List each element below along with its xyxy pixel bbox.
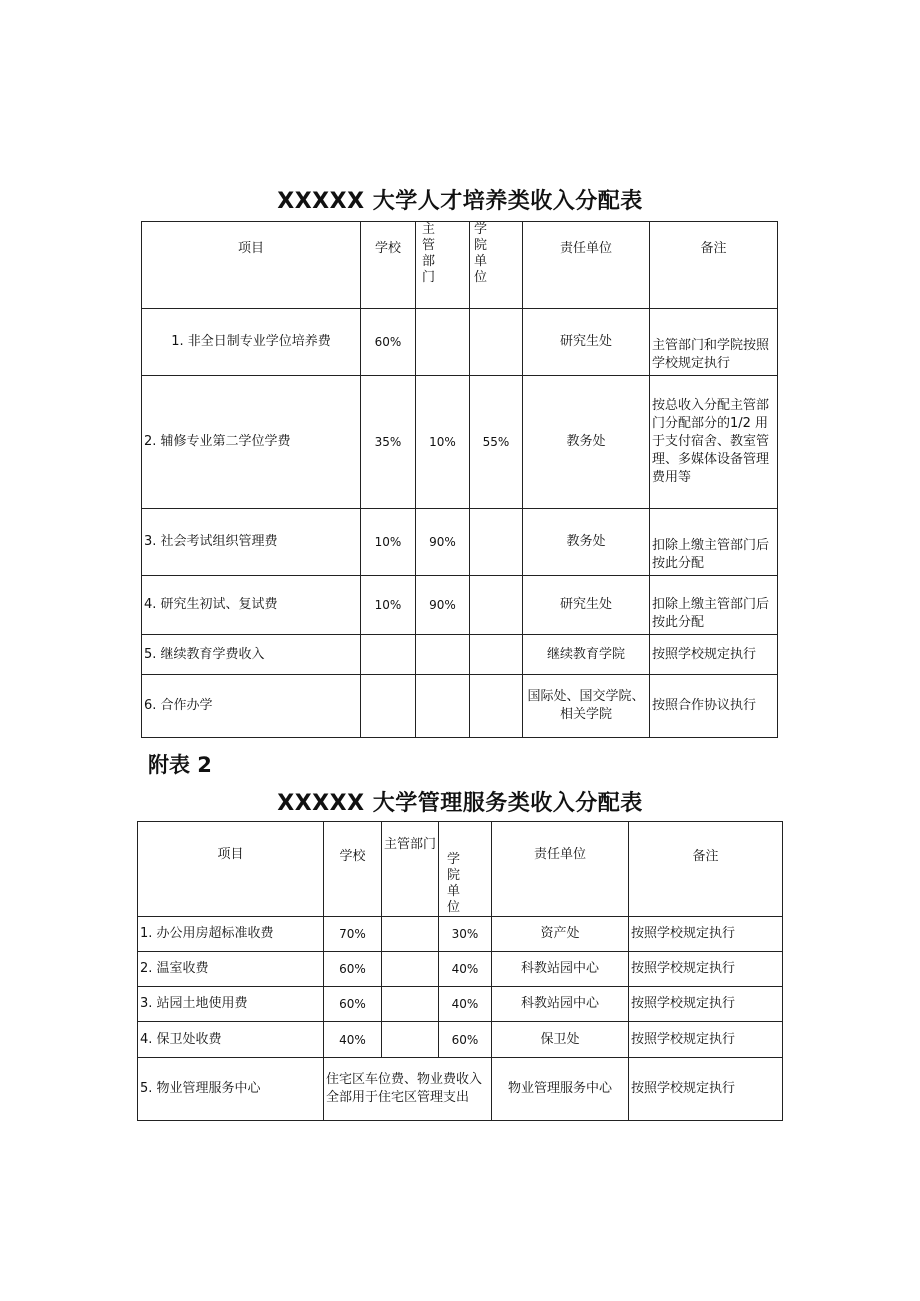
row-item: 3. 站园土地使用费 [138,987,324,1022]
row-school: 35% [361,376,416,509]
table-row [142,376,778,509]
row-note: 按照合作协议执行 [650,675,778,738]
table-row [142,675,778,738]
row-college: 30% [439,917,492,952]
row-college: 40% [439,952,492,987]
header-school: 学校 [324,822,382,917]
row-unit: 国际处、国交学院、相关学院 [523,675,650,738]
row-item: 4. 研究生初试、复试费 [142,576,361,635]
row-unit: 物业管理服务中心 [492,1058,629,1121]
row-unit: 教务处 [523,509,650,576]
row-unit: 资产处 [492,917,629,952]
table-row [142,309,778,376]
row-unit: 保卫处 [492,1022,629,1058]
row-dept [382,917,439,952]
row-dept [382,952,439,987]
row-college [470,509,523,576]
row-school [361,635,416,675]
row-dept [382,987,439,1022]
table2-title: XXXXX 大学管理服务类收入分配表 [277,791,643,816]
table-row [138,1022,783,1058]
row-note: 按照学校规定执行 [629,987,783,1022]
table-header-row [142,222,778,309]
row-item: 1. 非全日制专业学位培养费 [142,309,361,376]
table-row [138,917,783,952]
talent-income-table [141,221,778,738]
row-item: 1. 办公用房超标准收费 [138,917,324,952]
header-item: 项目 [138,822,324,917]
row-note: 按总收入分配主管部门分配部分的1/2 用于支付宿舍、教室管理、多媒体设备管理费用等 [650,376,778,509]
row-school: 60% [361,309,416,376]
row-dept [416,675,470,738]
row-unit: 科教站园中心 [492,987,629,1022]
row-item: 3. 社会考试组织管理费 [142,509,361,576]
header-note: 备注 [650,222,778,309]
row-unit: 继续教育学院 [523,635,650,675]
row-school: 60% [324,952,382,987]
row-item: 6. 合作办学 [142,675,361,738]
row-school: 10% [361,576,416,635]
row-college [470,576,523,635]
appendix-label: 附表 2 [148,753,212,777]
row-unit: 研究生处 [523,576,650,635]
header-dept: 主管部门 [416,222,470,309]
table1-title: XXXXX 大学人才培养类收入分配表 [277,189,643,214]
header-note: 备注 [629,822,783,917]
row-school [361,675,416,738]
row-college: 55% [470,376,523,509]
row-college [470,309,523,376]
row-note: 扣除上缴主管部门后按此分配 [650,509,778,576]
row-dept [382,1022,439,1058]
row-school: 60% [324,987,382,1022]
row-note: 扣除上缴主管部门后按此分配 [650,576,778,635]
table-row [138,952,783,987]
table-row [142,576,778,635]
row-school: 70% [324,917,382,952]
row-college: 40% [439,987,492,1022]
table-row [138,1058,783,1121]
row-note: 按照学校规定执行 [629,917,783,952]
header-college: 学院单位 [470,222,523,309]
row-dept: 10% [416,376,470,509]
row-dept: 90% [416,509,470,576]
row-school: 40% [324,1022,382,1058]
header-dept: 主管部门 [382,822,439,917]
header-unit: 责任单位 [492,822,629,917]
row-college [470,675,523,738]
row-item: 4. 保卫处收费 [138,1022,324,1058]
row-merged-note: 住宅区车位费、物业费收入全部用于住宅区管理支出 [324,1058,492,1121]
table-row [142,635,778,675]
row-note: 主管部门和学院按照学校规定执行 [650,309,778,376]
table-row [138,987,783,1022]
row-unit: 教务处 [523,376,650,509]
row-unit: 科教站园中心 [492,952,629,987]
row-dept: 90% [416,576,470,635]
service-income-table [137,821,783,1121]
row-item: 2. 辅修专业第二学位学费 [142,376,361,509]
table-row [142,509,778,576]
row-college: 60% [439,1022,492,1058]
row-note: 按照学校规定执行 [650,635,778,675]
header-college: 学院单位 [439,822,492,917]
header-school: 学校 [361,222,416,309]
row-dept [416,309,470,376]
row-item: 5. 物业管理服务中心 [138,1058,324,1121]
row-item: 5. 继续教育学费收入 [142,635,361,675]
row-item: 2. 温室收费 [138,952,324,987]
table-header-row [138,822,783,917]
row-unit: 研究生处 [523,309,650,376]
row-note: 按照学校规定执行 [629,1022,783,1058]
row-school: 10% [361,509,416,576]
row-note: 按照学校规定执行 [629,1058,783,1121]
row-note: 按照学校规定执行 [629,952,783,987]
row-dept [416,635,470,675]
row-college [470,635,523,675]
header-unit: 责任单位 [523,222,650,309]
header-item: 项目 [142,222,361,309]
